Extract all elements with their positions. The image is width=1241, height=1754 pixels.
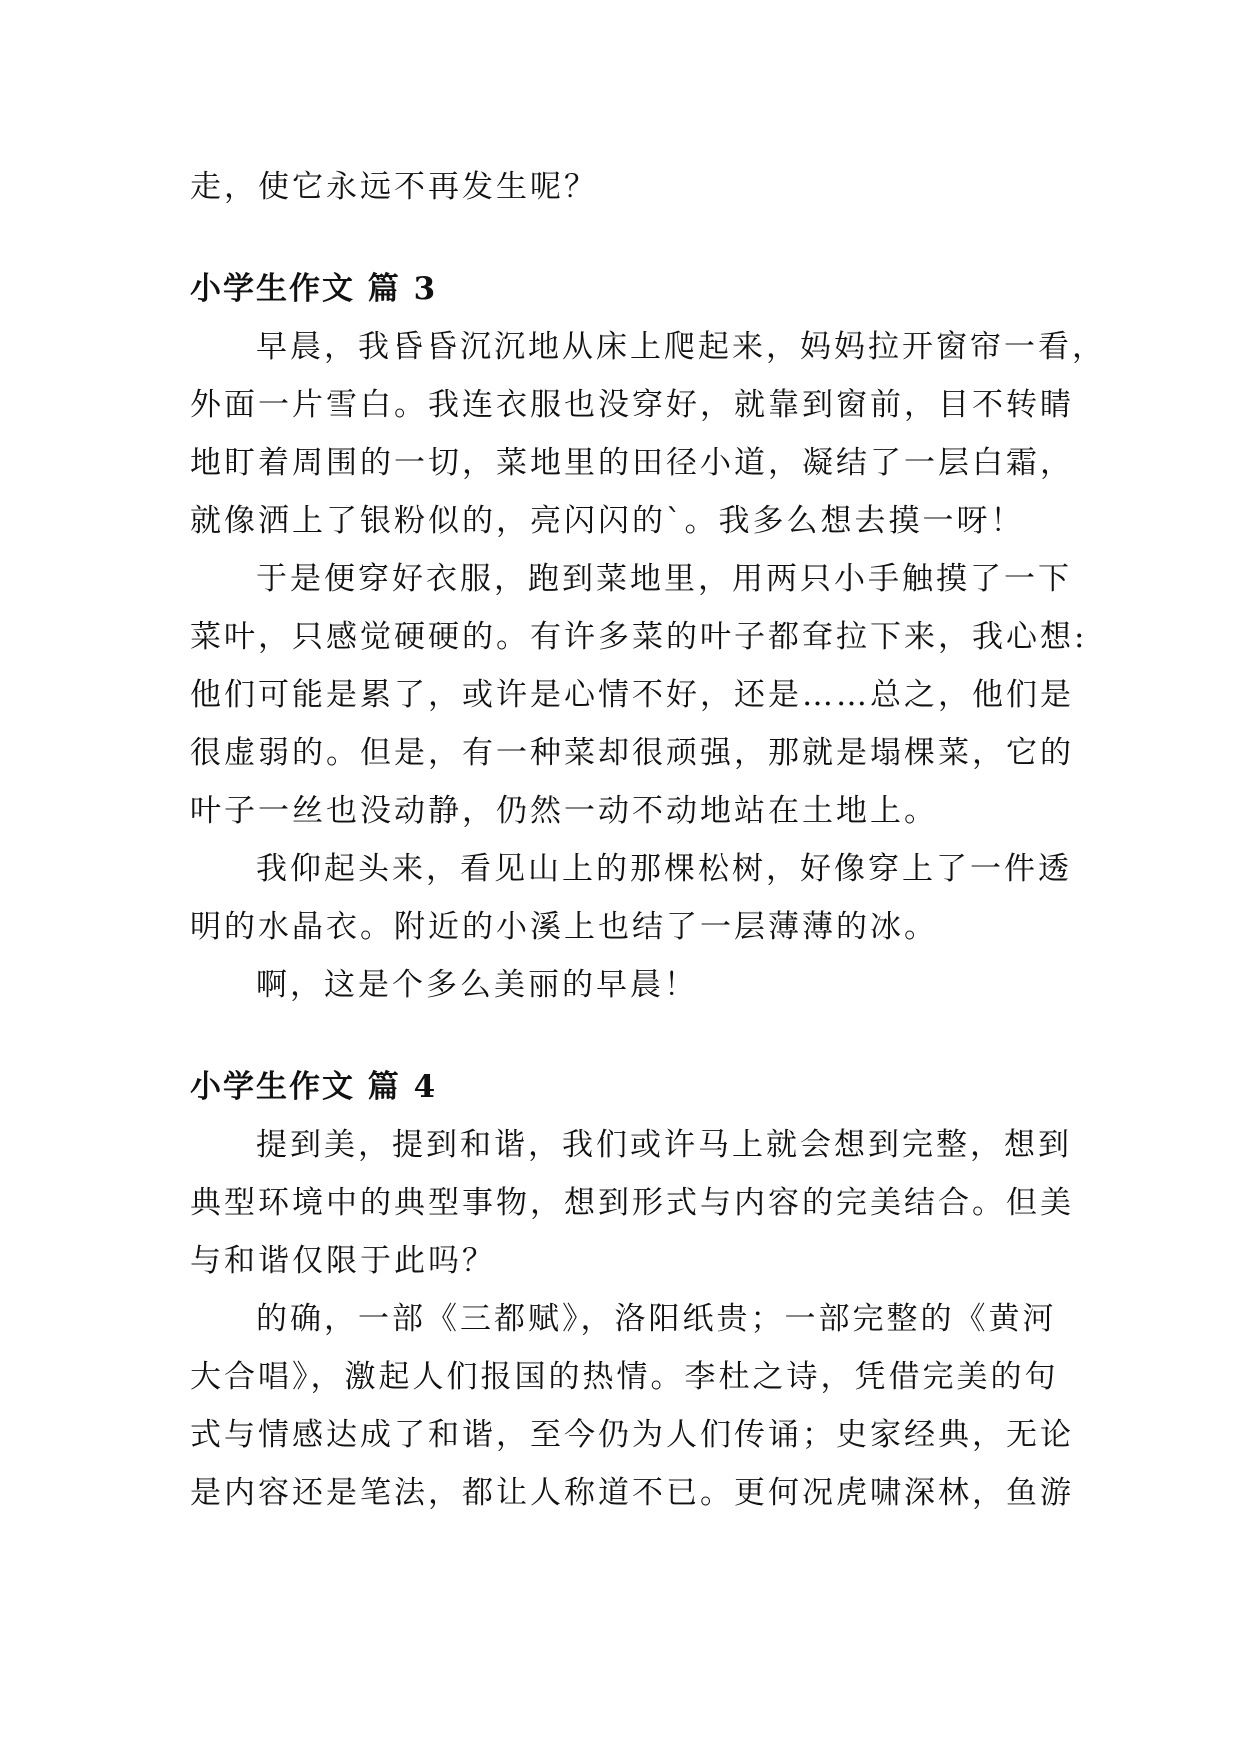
paragraph-line: 大合唱》，激起人们报国的热情。李杜之诗，凭借完美的句 bbox=[190, 1359, 1059, 1395]
section-3-heading: 小学生作文 篇 3 bbox=[190, 271, 438, 307]
paragraph-line: 典型环境中的典型事物，想到形式与内容的完美结合。但美 bbox=[190, 1185, 1074, 1221]
paragraph-line: 叶子一丝也没动静，仍然一动不动地站在土地上。 bbox=[190, 793, 938, 829]
paragraph-line: 地盯着周围的一切，菜地里的田径小道，凝结了一层白霜， bbox=[190, 445, 1074, 481]
paragraph-line: 就像洒上了银粉似的，亮闪闪的`。我多么想去摸一呀！ bbox=[190, 503, 1025, 539]
paragraph-line: 他们可能是累了，或许是心情不好，还是……总之，他们是 bbox=[190, 677, 1074, 713]
paragraph bbox=[190, 1116, 1074, 1290]
paragraph bbox=[190, 318, 1106, 550]
essay-section-4 bbox=[190, 1058, 1074, 1522]
paragraph-line: 外面一片雪白。我连衣服也没穿好，就靠到窗前，目不转睛 bbox=[190, 387, 1074, 423]
paragraph-line: 我仰起头来，看见山上的那棵松树，好像穿上了一件透 bbox=[256, 851, 1072, 887]
paragraph bbox=[190, 1290, 1074, 1522]
paragraph-line: 的确，一部《三都赋》，洛阳纸贵；一部完整的《黄河 bbox=[256, 1301, 1057, 1337]
paragraph-line: 是内容还是笔法，都让人称道不已。更何况虎啸深林，鱼游 bbox=[190, 1475, 1074, 1511]
paragraph bbox=[190, 956, 1051, 1014]
paragraph-line: 明的水晶衣。附近的小溪上也结了一层薄薄的冰。 bbox=[190, 909, 938, 945]
section-4-heading: 小学生作文 篇 4 bbox=[190, 1069, 438, 1105]
paragraph-line: 很虚弱的。但是，有一种菜却很顽强，那就是塌棵菜，它的 bbox=[190, 735, 1074, 771]
paragraph-line: 啊，这是个多么美丽的早晨！ bbox=[256, 967, 698, 1003]
paragraph-line: 提到美，提到和谐，我们或许马上就会想到完整，想到 bbox=[256, 1127, 1072, 1163]
paragraph-line: 菜叶，只感觉硬硬的。有许多菜的叶子都耷拉下来，我心想: bbox=[190, 619, 1088, 655]
essay-section-3 bbox=[190, 260, 1106, 1014]
continuation-line: 走，使它永远不再发生呢？ bbox=[190, 169, 598, 205]
paragraph bbox=[190, 550, 1088, 840]
paragraph-line: 与和谐仅限于此吗？ bbox=[190, 1243, 496, 1279]
paragraph bbox=[190, 840, 1072, 956]
paragraph-line: 早晨，我昏昏沉沉地从床上爬起来，妈妈拉开窗帘一看， bbox=[256, 329, 1106, 365]
paragraph-line: 式与情感达成了和谐，至今仍为人们传诵；史家经典，无论 bbox=[190, 1417, 1074, 1453]
paragraph-line: 于是便穿好衣服，跑到菜地里，用两只小手触摸了一下 bbox=[256, 561, 1072, 597]
